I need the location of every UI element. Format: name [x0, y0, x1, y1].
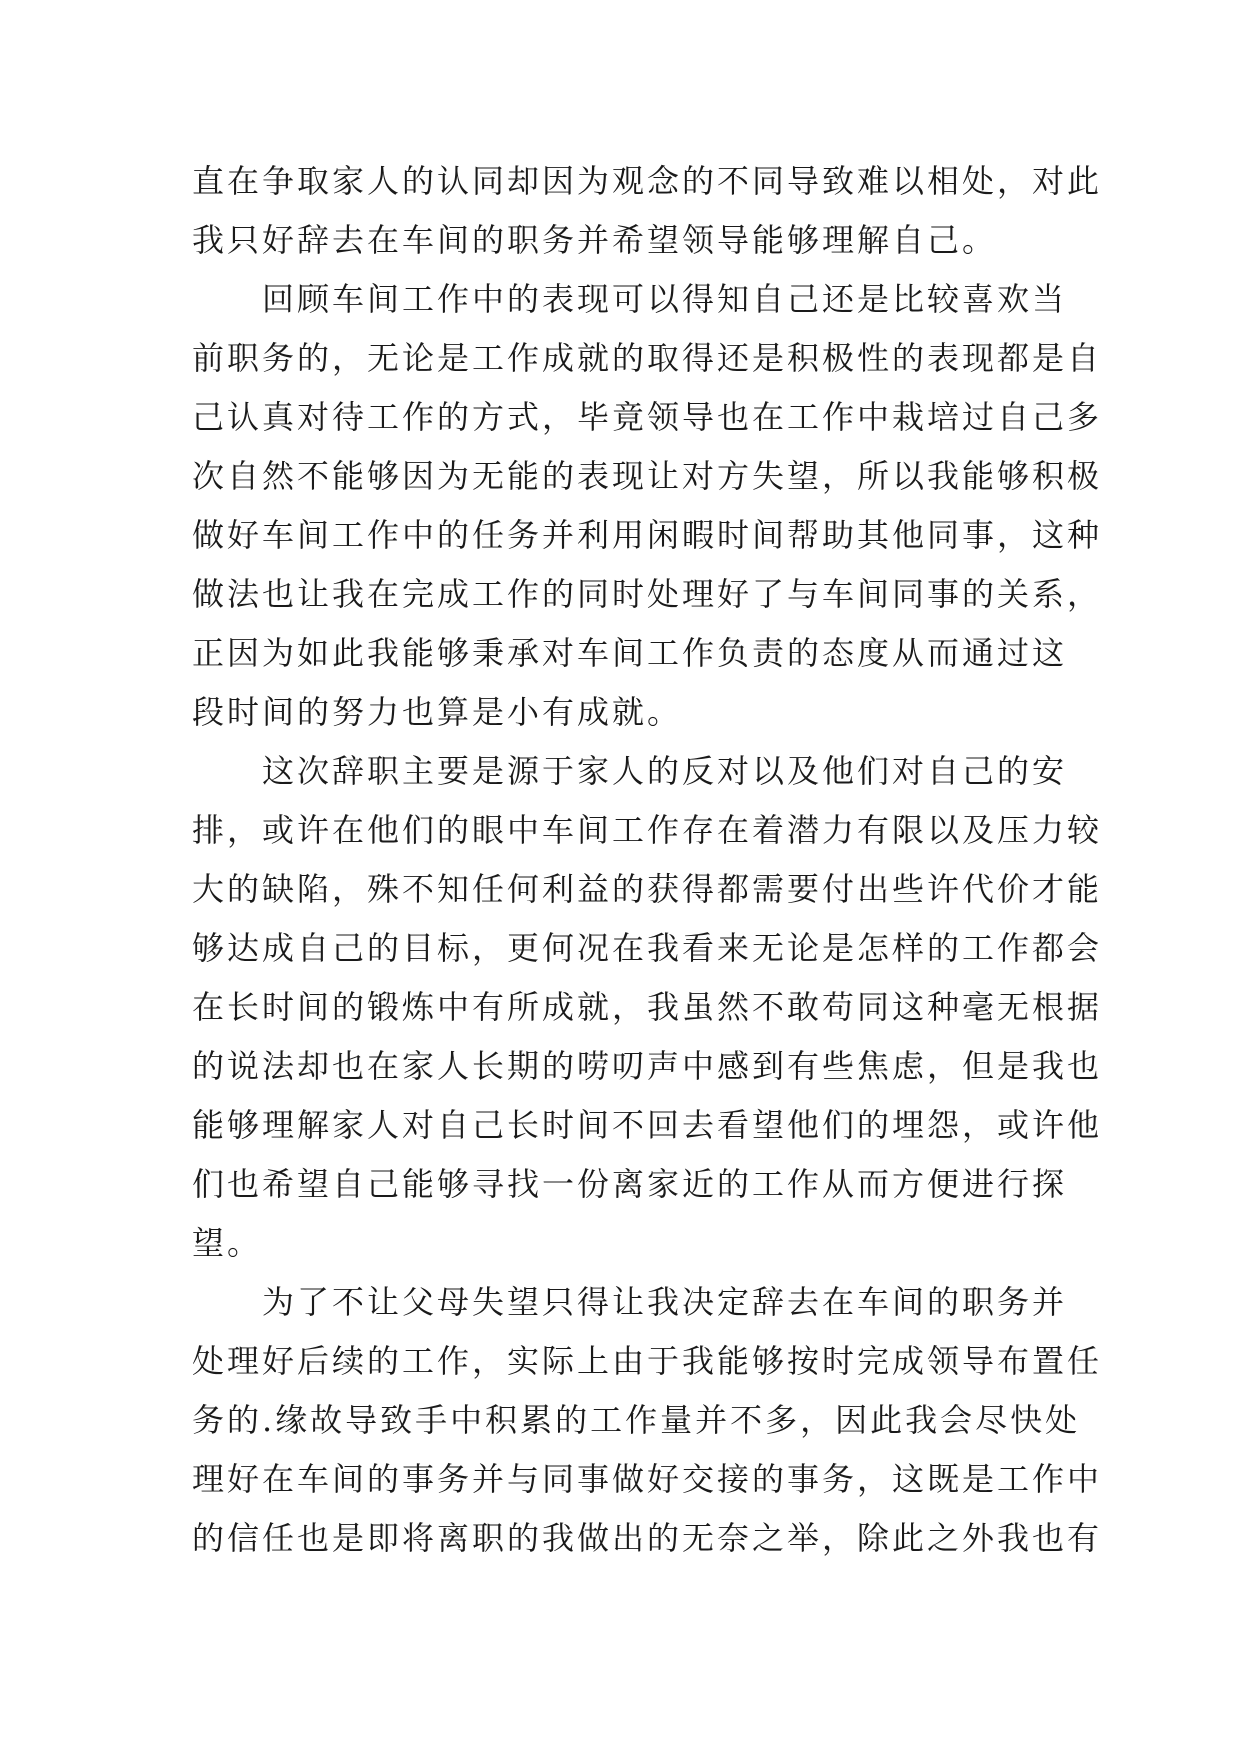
text-line: 处理好后续的工作，实际上由于我能够按时完成领导布置任: [192, 1342, 1103, 1380]
text-line: 己认真对待工作的方式，毕竟领导也在工作中栽培过自己多: [192, 398, 1103, 436]
text-line: 在长时间的锻炼中有所成就，我虽然不敢苟同这种毫无根据: [192, 988, 1103, 1026]
text-line: 们也希望自己能够寻找一份离家近的工作从而方便进行探: [192, 1165, 1068, 1203]
text-line: 做好车间工作中的任务并利用闲暇时间帮助其他同事，这种: [192, 516, 1103, 554]
text-line: 为了不让父母失望只得让我决定辞去在车间的职务并: [262, 1283, 1068, 1321]
document-body: [192, 152, 1103, 1568]
text-line: 理好在车间的事务并与同事做好交接的事务，这既是工作中: [192, 1460, 1103, 1498]
text-line: 正因为如此我能够秉承对车间工作负责的态度从而通过这: [192, 634, 1068, 672]
text-line: 直在争取家人的认同却因为观念的不同导致难以相处，对此: [192, 162, 1103, 200]
text-line: 务的.缘故导致手中积累的工作量并不多，因此我会尽快处: [192, 1401, 1081, 1439]
text-line: 前职务的，无论是工作成就的取得还是积极性的表现都是自: [192, 339, 1103, 377]
text-line: 次自然不能够因为无能的表现让对方失望，所以我能够积极: [192, 457, 1103, 495]
text-line: 段时间的努力也算是小有成就。: [192, 693, 683, 731]
text-line: 做法也让我在完成工作的同时处理好了与车间同事的关系，: [192, 575, 1103, 613]
text-line: 望。: [192, 1224, 263, 1262]
text-line: 能够理解家人对自己长时间不回去看望他们的埋怨，或许他: [192, 1106, 1103, 1144]
text-line: 排，或许在他们的眼中车间工作存在着潜力有限以及压力较: [192, 811, 1103, 849]
text-line: 我只好辞去在车间的职务并希望领导能够理解自己。: [192, 221, 998, 259]
paragraph: [192, 270, 1103, 742]
text-line: 回顾车间工作中的表现可以得知自己还是比较喜欢当: [262, 280, 1068, 318]
text-line: 够达成自己的目标，更何况在我看来无论是怎样的工作都会: [192, 929, 1103, 967]
paragraph: [192, 1273, 1103, 1568]
text-line: 这次辞职主要是源于家人的反对以及他们对自己的安: [262, 752, 1068, 790]
paragraph: [192, 152, 1103, 270]
text-line: 的说法却也在家人长期的唠叨声中感到有些焦虑，但是我也: [192, 1047, 1103, 1085]
text-line: 大的缺陷，殊不知任何利益的获得都需要付出些许代价才能: [192, 870, 1103, 908]
text-line: 的信任也是即将离职的我做出的无奈之举，除此之外我也有: [192, 1519, 1103, 1557]
paragraph: [192, 742, 1103, 1273]
